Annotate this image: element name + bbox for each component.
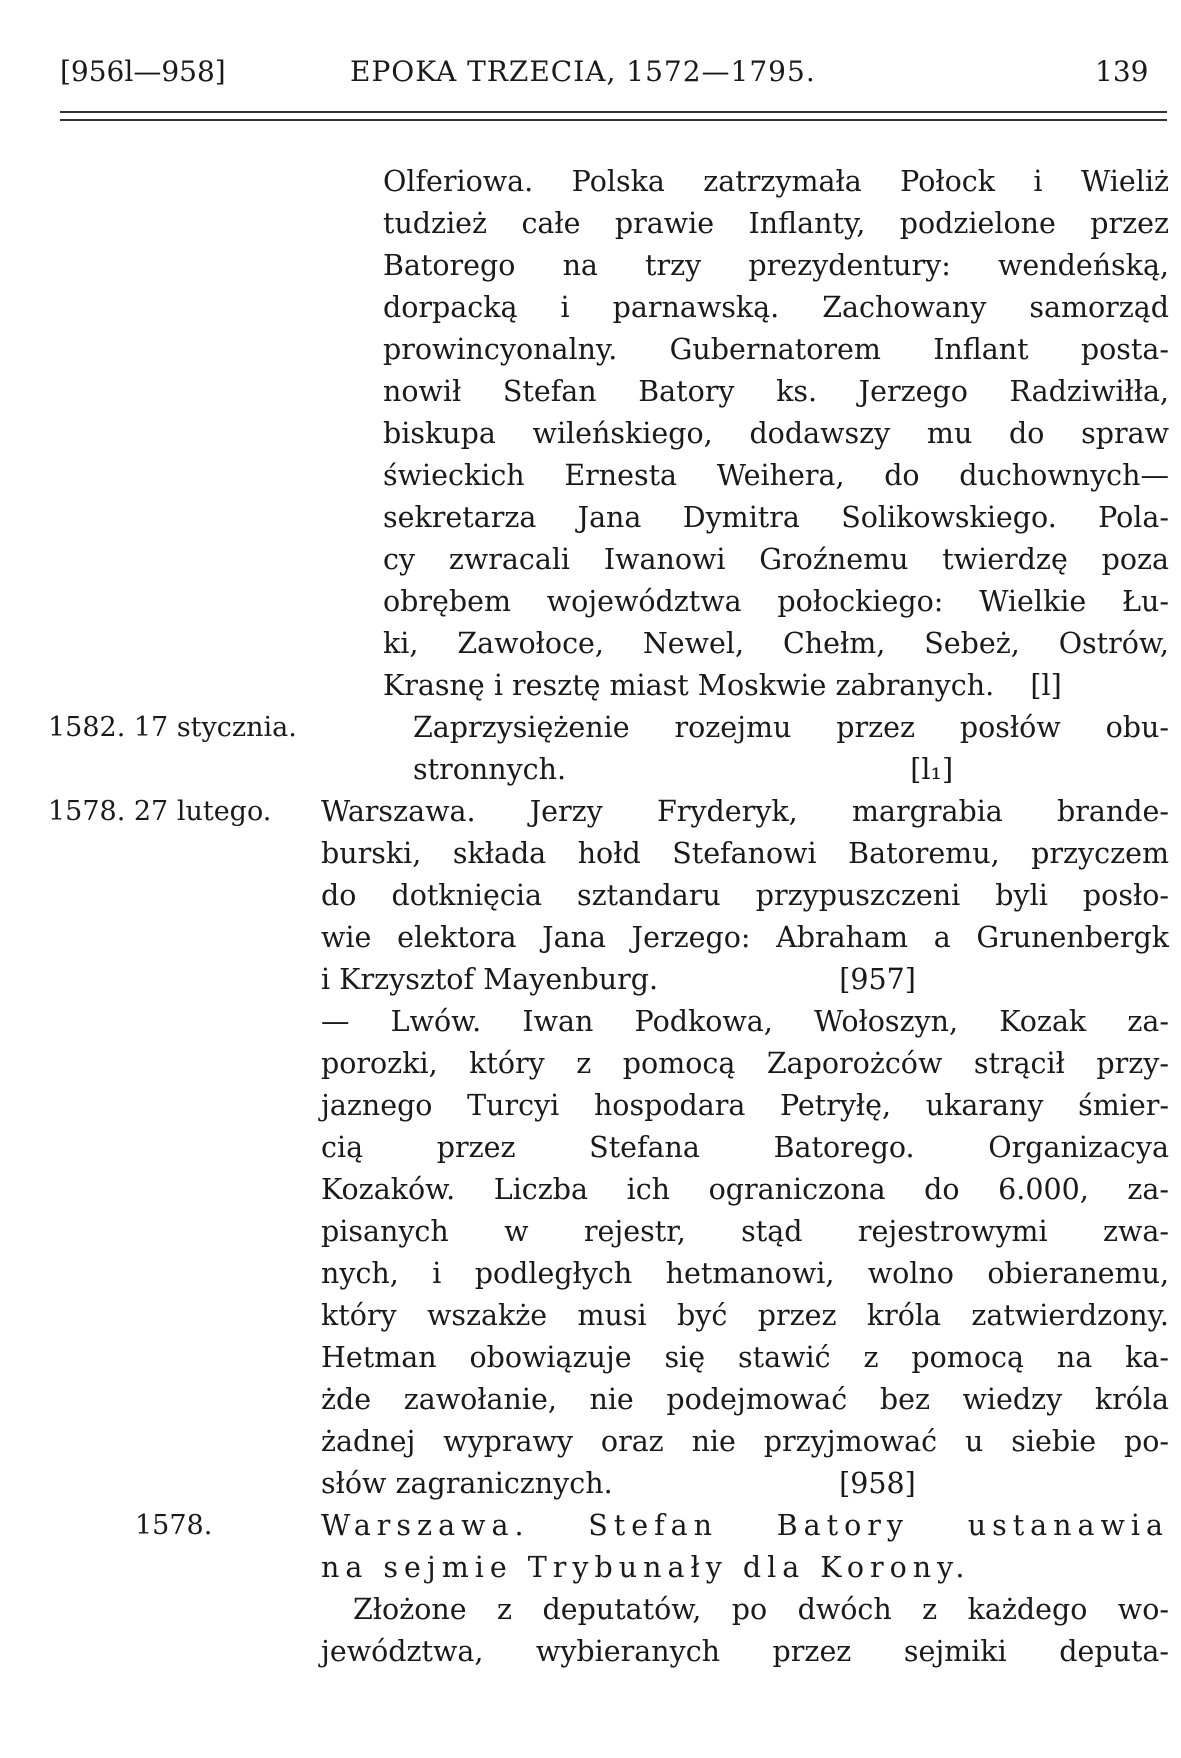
text-line: obrębem województwa połockiego: Wielkie Łu-	[383, 585, 1169, 618]
text-line: Hetman obowiązuje się stawić z pomocą na ka-	[321, 1341, 1169, 1374]
margin-date: 1582. 17 stycznia.	[48, 712, 297, 743]
text-line: wie elektora Jana Jerzego: Abraham a Grunenbergk	[321, 921, 1169, 954]
text-line: świeckich Ernesta Weihera, do duchownych—	[383, 459, 1169, 492]
text-line: i Krzysztof Mayenburg. [957]	[321, 963, 916, 996]
text-line: nych, i podległych hetmanowi, wolno obieranemu,	[321, 1257, 1169, 1290]
text-line: Zaprzysiężenie rozejmu przez posłów obu-	[413, 711, 1169, 744]
header-rule-top	[60, 111, 1167, 113]
text-line: — Lwów. Iwan Podkowa, Wołoszyn, Kozak za-	[321, 1005, 1169, 1038]
text-line: jaznego Turcyi hospodara Petryłę, ukarany śmier-	[321, 1089, 1169, 1122]
text-line: prowincyonalny. Gubernatorem Inflant posta-	[383, 333, 1169, 366]
text-line: jewództwa, wybieranych przez sejmiki deputa-	[321, 1635, 1169, 1668]
text-line: stronnych. [l₁]	[413, 753, 954, 786]
text-line: który wszakże musi być przez króla zatwierdzony.	[321, 1299, 1169, 1332]
text-line: do dotknięcia sztandaru przypuszczeni byli posło-	[321, 879, 1169, 912]
page-number: 139	[1095, 55, 1149, 88]
text-line: Olferiowa. Polska zatrzymała Połock i Wieliż	[383, 165, 1169, 198]
text-line: tudzież całe prawie Inflanty, podzielone przez	[383, 207, 1169, 240]
text-line: biskupa wileńskiego, dodawszy mu do spraw	[383, 417, 1169, 450]
text-line: nowił Stefan Batory ks. Jerzego Radziwiłła,	[383, 375, 1169, 408]
text-line: Krasnę i resztę miast Moskwie zabranych. [l]	[383, 669, 1062, 702]
text-line: Batorego na trzy prezydentury: wendeńską,	[383, 249, 1169, 282]
text-line: dorpacką i parnawską. Zachowany samorząd	[383, 291, 1169, 324]
text-line: cy zwracali Iwanowi Groźnemu twierdzę poza	[383, 543, 1169, 576]
margin-date: 1578. 27 lutego.	[48, 796, 272, 827]
text-line: żde zawołanie, nie podejmować bez wiedzy króla	[321, 1383, 1169, 1416]
margin-date: 1578.	[135, 1510, 213, 1541]
header-rule-bottom	[60, 119, 1167, 121]
text-line: Kozaków. Liczba ich ograniczona do 6.000, za-	[321, 1173, 1169, 1206]
text-line: Złożone z deputatów, po dwóch z każdego wo-	[353, 1593, 1169, 1626]
text-line: pisanych w rejestr, stąd rejestrowymi zwa-	[321, 1215, 1169, 1248]
text-line: słów zagranicznych. [958]	[321, 1467, 916, 1500]
text-line: cią przez Stefana Batorego. Organizacya	[321, 1131, 1169, 1164]
header-running-title: EPOKA TRZECIA, 1572—1795.	[350, 55, 816, 88]
text-line: na sejmie Trybunały dla Korony.	[321, 1551, 971, 1584]
text-line: Warszawa. Jerzy Fryderyk, margrabia brande-	[321, 795, 1169, 828]
text-line: ki, Zawołoce, Newel, Chełm, Sebeż, Ostrów,	[383, 627, 1169, 660]
header-section-range: [956l—958]	[60, 55, 226, 88]
text-line: burski, składa hołd Stefanowi Batoremu, przyczem	[321, 837, 1169, 870]
text-line: Warszawa. Stefan Batory ustanawia	[321, 1509, 1169, 1542]
text-line: sekretarza Jana Dymitra Solikowskiego. Pola-	[383, 501, 1169, 534]
text-line: żadnej wyprawy oraz nie przyjmować u siebie po-	[321, 1425, 1169, 1458]
text-line: porozki, który z pomocą Zaporożców strącił przy-	[321, 1047, 1169, 1080]
